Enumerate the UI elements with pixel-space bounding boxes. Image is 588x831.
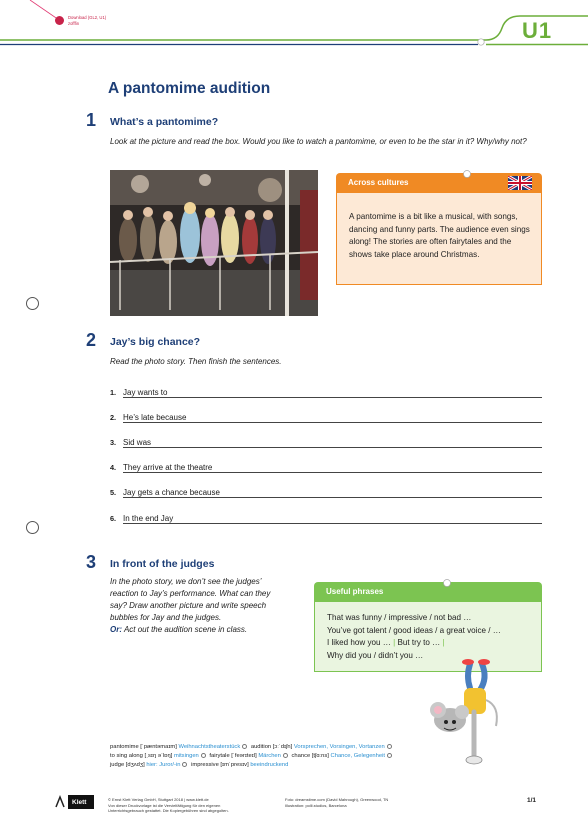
answer-line[interactable]: [123, 397, 542, 398]
across-cultures-text: A pantomime is a bit like a musical, with songs, dancing and funny parts. The audience even sings along! The stories are often fairytales and the shows take place around Christmas.: [349, 212, 530, 259]
circle-icon: [387, 744, 392, 749]
phrase-line: You’ve got talent / good ideas / a great voice / …: [327, 625, 501, 635]
vocab-de: Chance, Gelegenheit: [330, 753, 385, 759]
across-cultures-body: [336, 193, 542, 285]
vocab-de: hier: Juror/-in: [146, 762, 181, 768]
phrases-list: [327, 612, 501, 662]
download-line-1: Download (GL2, U1): [68, 15, 107, 20]
circle-icon: [283, 753, 288, 758]
box-pin-decoration: [460, 167, 474, 181]
exercise-3-title: In front of the judges: [110, 558, 215, 570]
or-text: Act out the audition scene in class.: [123, 625, 248, 634]
phrase-separator: |: [442, 638, 445, 647]
exercise-2-title: Jay’s big chance?: [110, 336, 201, 348]
sentence-number: 1.: [110, 388, 117, 397]
vocab-de: Märchen: [258, 753, 281, 759]
circle-icon: [201, 753, 206, 758]
sentence-number: 2.: [110, 413, 117, 422]
across-cultures-header: [336, 173, 542, 193]
vocab-en: impressive [ɪmˈpresɪv]: [191, 762, 249, 768]
answer-line[interactable]: [123, 497, 542, 498]
answer-line[interactable]: [123, 422, 542, 423]
vocab-en: chance [tʃɑːns]: [291, 753, 329, 759]
vocab-en: fairytale [ˈfeərɪteɪl]: [209, 753, 257, 759]
copyright-line: Unterrichtsgebrauch gestattet. Die Kopiergebühren sind abgegolten.: [108, 808, 229, 813]
box-pin-decoration: [440, 576, 454, 590]
phrase-separator: |: [393, 638, 396, 647]
credits-line: Foto: dreamstime.com (David Mahrough), Greenwood, TN: [285, 797, 389, 802]
download-info[interactable]: [68, 15, 106, 27]
vocab-en: judge [dʒʌdʒ]: [110, 762, 145, 768]
sentence-number: 4.: [110, 463, 117, 472]
circle-icon: [182, 762, 187, 767]
download-line-2: zofffin: [68, 21, 80, 26]
punch-hole-top: [26, 297, 39, 310]
sentence-row[interactable]: [110, 488, 542, 500]
vocab-en: pantomime [ˈpæntəmaɪm]: [110, 744, 177, 750]
credits: [285, 797, 388, 808]
credits-line: Illustration: polli.studios, Barcelona: [285, 802, 347, 808]
across-cultures-title: Across cultures: [348, 178, 409, 187]
sentence-number: 3.: [110, 438, 117, 447]
instruction-line: reaction to Jay’s performance. What can they: [110, 589, 271, 598]
punch-hole-bottom: [26, 521, 39, 534]
page-title: A pantomime audition: [108, 80, 271, 97]
sentence-stem: In the end Jay: [123, 514, 174, 523]
sentence-stem: Sid was: [123, 438, 152, 447]
download-icon[interactable]: [55, 16, 64, 25]
vocab-en: to sing along [ˌsɪŋ əˈlɒŋ]: [110, 753, 173, 759]
sentence-stem: Jay gets a chance because: [123, 488, 220, 497]
copyright-notice: [108, 797, 229, 814]
klett-logo-text: Klett: [72, 799, 87, 806]
phrase-line: Why did you / didn’t you …: [327, 650, 424, 660]
vocab-en: audition [ɔːˈdɪʃn]: [250, 744, 293, 750]
sentence-row[interactable]: [110, 438, 542, 450]
circle-icon: [242, 744, 247, 749]
exercise-1-number: 1: [86, 110, 97, 130]
sentence-row[interactable]: [110, 413, 542, 425]
vocab-de: Vorsprechen, Vorsingen, Vortanzen: [293, 744, 385, 750]
exercise-3-instruction: [110, 576, 310, 636]
phrase-part: I liked how you …: [327, 638, 391, 647]
vocab-de: beeindruckend: [250, 762, 289, 768]
exercise-3-number: 3: [86, 552, 97, 572]
vocab-de: Weihnachtstheaterstück: [178, 744, 241, 750]
or-label: Or:: [110, 625, 122, 634]
instruction-line: say? Draw another picture and write speech: [110, 601, 267, 610]
exercise-1-instruction: Look at the picture and read the box. Would you like to watch a pantomime, or even to be the star in it? Why/why not?: [110, 137, 527, 146]
useful-phrases-title: Useful phrases: [326, 587, 384, 596]
sentence-row[interactable]: [110, 463, 542, 475]
page-number: 1/1: [527, 797, 537, 804]
answer-line[interactable]: [123, 472, 542, 473]
header-decoration: [0, 0, 588, 60]
vocab-de: mitsingen: [173, 753, 199, 759]
phrase-line: [327, 637, 501, 650]
stage-photo: [110, 170, 318, 316]
answer-line[interactable]: [123, 523, 542, 524]
answer-line[interactable]: [123, 447, 542, 448]
uk-flag-icon: [508, 176, 532, 190]
mouse-mascot-illustration: [430, 656, 510, 774]
useful-phrases-header: [314, 582, 542, 602]
sentence-number: 5.: [110, 488, 117, 497]
unit-label: U1: [522, 18, 553, 43]
sentence-stem: He’s late because: [123, 413, 187, 422]
exercise-2-number: 2: [86, 330, 97, 350]
phrase-line: That was funny / impressive / not bad …: [327, 613, 472, 622]
instruction-line: In the photo story, we don’t see the judges’: [110, 577, 262, 586]
sentence-number: 6.: [110, 514, 117, 523]
instruction-line: bubbles for Jay and the judges.: [110, 613, 222, 622]
vocab-row: [110, 743, 394, 752]
vocab-row: [110, 752, 394, 761]
sentence-stem: Jay wants to: [123, 388, 168, 397]
phrase-part: But try to …: [397, 638, 441, 647]
exercise-1-title: What’s a pantomime?: [110, 116, 219, 128]
copyright-line: © Ernst Klett Verlag GmbH, Stuttgart 2018 | www.klett.de: [108, 797, 209, 802]
vocab-row: [110, 761, 288, 770]
sentence-row[interactable]: [110, 514, 542, 526]
exercise-2-instruction: Read the photo story. Then finish the sentences.: [110, 357, 282, 366]
copyright-line: Von dieser Druckvorlage ist die Vervielfältigung für den eigenen: [108, 802, 221, 808]
sentence-stem: They arrive at the theatre: [123, 463, 213, 472]
circle-icon: [387, 753, 392, 758]
sentence-row[interactable]: [110, 388, 542, 400]
instruction-or-line: [110, 624, 310, 636]
